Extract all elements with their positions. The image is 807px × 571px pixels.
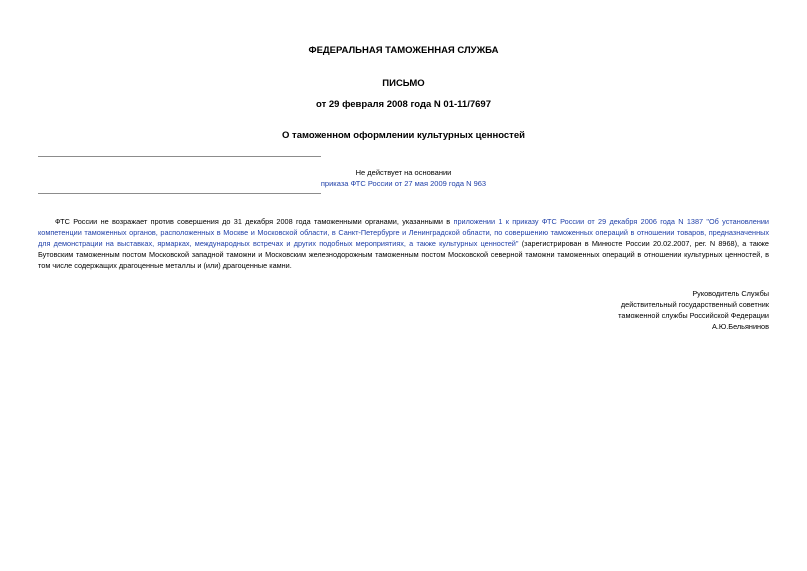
document-type: ПИСЬМО (382, 78, 425, 89)
signature-rank-2: таможенной службы Российской Федерации (618, 311, 769, 320)
body-link-order-1387[interactable]: приложении 1 к приказу ФТС России от 29 декабря 2006 года N 1387 "Об установлении компетенции таможенных органов, расположенных в Москве и Московской области, в Санкт-Петербурге и Ленинградской области, по совершению таможенных операций в отношении товаров, предназначенных для демонстрации на выставках, ярмарках, международных встречах и других подобных мероприятиях, а также культурных ценностей" (38, 217, 769, 248)
divider-top (38, 156, 321, 157)
agency-title: ФЕДЕРАЛЬНАЯ ТАМОЖЕННАЯ СЛУЖБА (308, 45, 499, 56)
signature-name: А.Ю.Бельянинов (712, 322, 769, 331)
document-subject: О таможенном оформлении культурных ценностей (282, 130, 525, 141)
body-text-part1: ФТС России не возражает против совершения до 31 декабря 2008 года таможенными органами, указанными в (55, 217, 454, 226)
status-notice (0, 167, 807, 189)
document-date-number: от 29 февраля 2008 года N 01-11/7697 (316, 99, 491, 110)
signature-position: Руководитель Службы (692, 289, 769, 298)
body-paragraph (38, 216, 769, 271)
signature-rank-1: действительный государственный советник (620, 300, 769, 309)
status-notice-text: Не действует на основании (355, 168, 452, 177)
status-notice-link[interactable]: приказа ФТС России от 27 мая 2009 года N 963 (320, 179, 487, 188)
divider-bottom (38, 193, 321, 194)
body-text-part2: (зарегистрирован в Минюсте России 20.02.2007, рег. N 8968), а также Бутовским таможенным постом Московской западной таможни и Московским железнодорожным таможенным постом Московской северной таможни таможенных операций в отношении культурных ценностей, в том числе содержащих драгоценные металлы и (или) драгоценные камни. (38, 239, 769, 270)
signature-block (618, 288, 769, 332)
